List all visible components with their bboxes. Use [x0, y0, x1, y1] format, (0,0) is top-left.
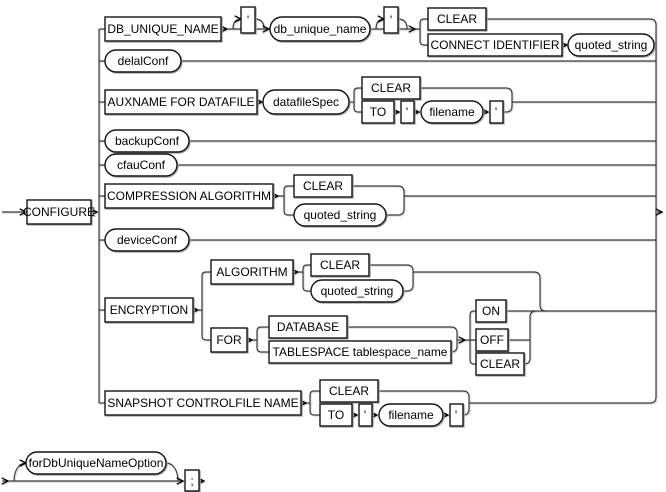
row9-split: [306, 391, 320, 415]
row9-clear-merge: [378, 391, 469, 397]
quote-label: ': [454, 408, 458, 422]
to-keyword-snapshot: [320, 404, 352, 426]
configure-label: CONFIGURE: [23, 205, 95, 219]
backupconf-subclause: [105, 130, 189, 152]
delalconf-label: delalConf: [117, 54, 169, 68]
semicolon-label: ;: [190, 474, 194, 488]
auxname-for-datafile-keyword: [105, 90, 257, 114]
on-label: ON: [482, 304, 500, 318]
db-unique-name-placeholder: [270, 17, 370, 41]
db-unique-name-label: db_unique_name: [273, 22, 367, 36]
clear-label: CLEAR: [436, 12, 478, 26]
clear-label: CLEAR: [328, 384, 370, 398]
for-keyword: [211, 328, 247, 352]
cfauconf-label: cfauConf: [116, 158, 166, 172]
quote-literal-2: [384, 7, 398, 33]
for-label: FOR: [216, 333, 242, 347]
quoted-string-placeholder-1: [568, 34, 654, 56]
clear-keyword-snapshot: [320, 380, 378, 402]
clear-keyword-encryption-alg: [311, 254, 369, 276]
clear-label: CLEAR: [302, 179, 344, 193]
snapshot-controlfile-name-keyword: [105, 391, 301, 415]
deviceconf-label: deviceConf: [116, 233, 178, 247]
quote-label: ': [246, 13, 250, 27]
quote-literal-6: [450, 404, 463, 426]
quoted-string-label: quoted_string: [320, 284, 394, 298]
row6-split: [278, 186, 294, 215]
algorithm-label: ALGORITHM: [216, 265, 288, 279]
quote-label: ': [389, 13, 393, 27]
clear-keyword-dbunique: [428, 8, 486, 30]
tablespace-clause-keyword: [269, 341, 451, 363]
row8-onoff-split: [465, 311, 476, 364]
filename-label: filename: [388, 408, 434, 422]
filename-placeholder-1: [421, 101, 483, 123]
off-label: OFF: [480, 333, 504, 347]
row9-to-merge: [463, 397, 469, 415]
db-unique-name-keyword: [105, 17, 221, 41]
connect-identifier-keyword: [428, 34, 562, 56]
filename-placeholder-2: [379, 404, 443, 426]
quoted-string-placeholder-3: [311, 280, 403, 302]
database-label: DATABASE: [276, 320, 340, 334]
db-unique-name-kw-label: DB_UNIQUE_NAME: [107, 22, 219, 36]
deviceconf-subclause: [105, 229, 189, 251]
row3-to-merge: [503, 94, 512, 112]
algorithm-keyword: [211, 260, 293, 284]
to-label: TO: [327, 408, 345, 422]
compression-algorithm-label: COMPRESSION ALGORITHM: [106, 189, 272, 203]
row9-out: [469, 397, 656, 403]
to-label: TO: [369, 105, 387, 119]
row1-split: [420, 19, 428, 45]
quote-literal-1: [241, 7, 255, 33]
tablespace-clause-label: TABLESPACE tablespace_name: [272, 345, 448, 359]
auxname-label: AUXNAME FOR DATAFILE: [107, 95, 255, 109]
quote-literal-3: [401, 101, 414, 123]
row3-split: [354, 88, 362, 112]
row8-split: [198, 272, 211, 340]
encryption-label: ENCRYPTION: [109, 303, 189, 317]
quote-loop2-out: [398, 19, 407, 29]
encryption-keyword: [105, 298, 193, 322]
bottom-loop-in: [14, 463, 26, 481]
quoted-string-label: quoted_string: [303, 208, 377, 222]
delalconf-subclause: [105, 50, 181, 72]
quote-label: ': [363, 408, 367, 422]
quote-label: ': [405, 105, 409, 119]
cfauconf-subclause: [105, 154, 177, 176]
clear-keyword-compression: [294, 175, 352, 197]
clear-label: CLEAR: [370, 81, 412, 95]
database-keyword: [269, 316, 347, 338]
on-keyword: [476, 300, 506, 322]
quoted-string-placeholder-2: [294, 204, 386, 226]
semicolon-literal: [185, 470, 199, 491]
off-keyword: [476, 329, 508, 351]
quote-loop1-in: [233, 19, 241, 29]
fordbuniquenameoption-subclause: [26, 452, 166, 474]
clear-label: CLEAR: [479, 357, 521, 371]
quote-loop1-out: [255, 19, 264, 29]
snapshot-label: SNAPSHOT CONTROLFILE NAME: [107, 396, 299, 410]
row8-alg-split: [298, 265, 311, 291]
quote-label: ': [494, 105, 498, 119]
datafilespec-label: datafileSpec: [272, 95, 340, 109]
filename-label: filename: [429, 105, 475, 119]
quote-literal-4: [490, 101, 503, 123]
bottom-loop-out: [166, 463, 178, 481]
fordbuniquenameoption-label: forDbUniqueNameOption: [28, 456, 164, 470]
quote-literal-5: [359, 404, 372, 426]
compression-algorithm-keyword: [105, 184, 273, 208]
row8-for-split: [252, 327, 269, 352]
connect-identifier-label: CONNECT IDENTIFIER: [430, 38, 560, 52]
clear-keyword-auxname: [362, 77, 420, 99]
clear-label: CLEAR: [319, 258, 361, 272]
row1-clear-merge: [486, 19, 656, 25]
row3-clear-merge: [420, 88, 512, 94]
backupconf-label: backupConf: [114, 134, 180, 148]
to-keyword-auxname: [362, 101, 394, 123]
quote-loop2-in: [376, 19, 384, 29]
datafilespec-placeholder: [263, 90, 349, 114]
clear-keyword-encryption-onoff: [476, 353, 524, 375]
quoted-string-label: quoted_string: [574, 38, 648, 52]
configure-keyword: [23, 200, 95, 224]
